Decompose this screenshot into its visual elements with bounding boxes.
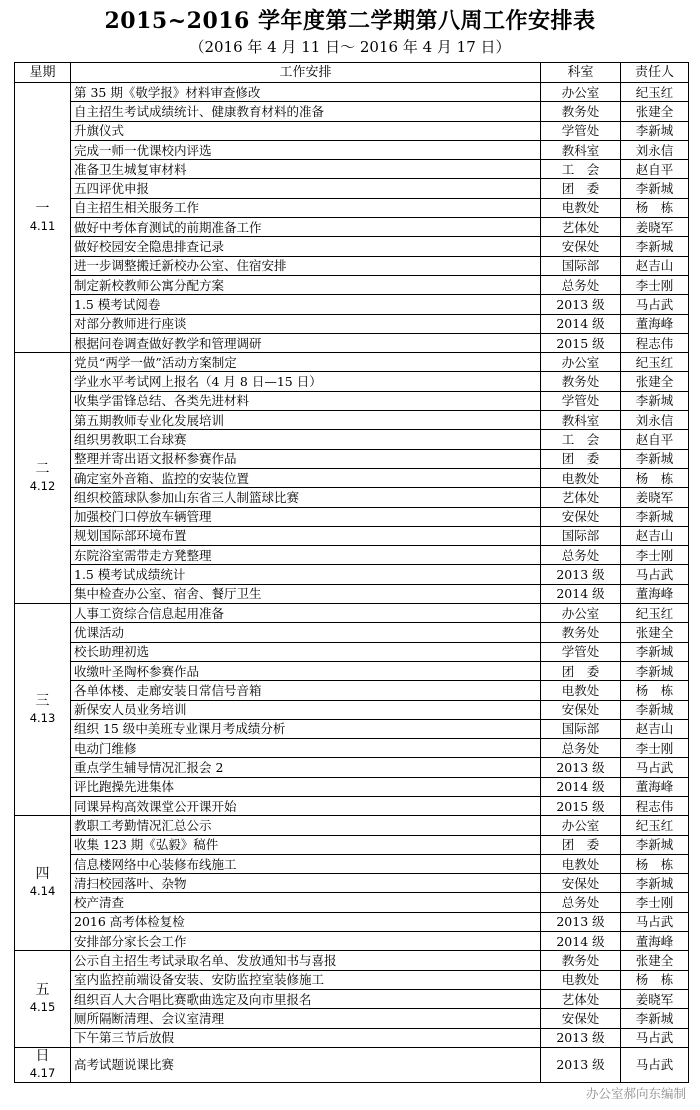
dept-cell: 2013 级 <box>541 1047 621 1082</box>
day-cell <box>15 353 71 604</box>
table-row <box>15 391 689 410</box>
task-cell: 对部分教师进行座谈 <box>71 314 541 333</box>
task-cell: 2016 高考体检复检 <box>71 912 541 931</box>
person-cell: 杨 栋 <box>621 970 689 989</box>
task-cell: 1.5 模考试成绩统计 <box>71 565 541 584</box>
dept-cell: 学管处 <box>541 121 621 140</box>
table-row <box>15 874 689 893</box>
table-row <box>15 989 689 1008</box>
task-cell: 同课异构高效课堂公开课开始 <box>71 796 541 815</box>
task-cell: 第五期教师专业化发展培训 <box>71 411 541 430</box>
day-name: 四 <box>35 866 50 883</box>
task-cell: 自主招生考试成绩统计、健康教育材料的准备 <box>71 102 541 121</box>
table-row <box>15 275 689 294</box>
person-cell: 纪玉红 <box>621 83 689 102</box>
dept-cell: 团 委 <box>541 449 621 468</box>
dept-cell: 总务处 <box>541 546 621 565</box>
dept-cell: 电教处 <box>541 198 621 217</box>
task-cell: 进一步调整搬迁新校办公室、住宿安排 <box>71 256 541 275</box>
task-cell: 校产清查 <box>71 893 541 912</box>
task-cell: 重点学生辅导情况汇报会 2 <box>71 758 541 777</box>
person-cell: 刘永信 <box>621 411 689 430</box>
dept-cell: 办公室 <box>541 604 621 623</box>
task-cell: 组织百人大合唱比赛歌曲选定及向市里报名 <box>71 989 541 1008</box>
task-cell: 做好校园安全隐患排查记录 <box>71 237 541 256</box>
dept-cell: 团 委 <box>541 661 621 680</box>
table-row <box>15 372 689 391</box>
person-cell: 杨 栋 <box>621 681 689 700</box>
task-cell: 信息楼网络中心装修布线施工 <box>71 854 541 873</box>
person-cell: 李士刚 <box>621 275 689 294</box>
task-cell: 组织 15 级中美班专业课月考成绩分析 <box>71 719 541 738</box>
person-cell: 赵吉山 <box>621 719 689 738</box>
task-cell: 优课活动 <box>71 623 541 642</box>
day-cell <box>15 951 71 1047</box>
table-row <box>15 546 689 565</box>
person-cell: 杨 栋 <box>621 854 689 873</box>
day-date: 4.15 <box>29 1000 56 1015</box>
task-cell: 室内监控前端设备安装、安防监控室装修施工 <box>71 970 541 989</box>
person-cell: 李新城 <box>621 642 689 661</box>
task-cell: 规划国际部环境布置 <box>71 526 541 545</box>
dept-cell: 国际部 <box>541 719 621 738</box>
dept-cell: 国际部 <box>541 256 621 275</box>
task-cell: 清扫校园落叶、杂物 <box>71 874 541 893</box>
table-row <box>15 661 689 680</box>
dept-cell: 总务处 <box>541 739 621 758</box>
table-row <box>15 642 689 661</box>
person-cell: 纪玉红 <box>621 604 689 623</box>
task-cell: 升旗仪式 <box>71 121 541 140</box>
table-row <box>15 295 689 314</box>
day-cell <box>15 83 71 353</box>
task-cell: 第 35 期《敬学报》材料审查修改 <box>71 83 541 102</box>
table-row <box>15 353 689 372</box>
person-cell: 李士刚 <box>621 546 689 565</box>
dept-cell: 艺体处 <box>541 989 621 1008</box>
day-cell <box>15 1047 71 1082</box>
table-row <box>15 854 689 873</box>
dept-cell: 2013 级 <box>541 565 621 584</box>
person-cell: 李新城 <box>621 835 689 854</box>
table-row <box>15 758 689 777</box>
person-cell: 李新城 <box>621 700 689 719</box>
dept-cell: 艺体处 <box>541 488 621 507</box>
task-cell: 电动门维修 <box>71 739 541 758</box>
person-cell: 马占武 <box>621 1047 689 1082</box>
dept-cell: 团 委 <box>541 835 621 854</box>
dept-cell: 教务处 <box>541 623 621 642</box>
table-row <box>15 198 689 217</box>
person-cell: 张建全 <box>621 372 689 391</box>
dept-cell: 安保处 <box>541 1009 621 1028</box>
person-cell: 姜晓军 <box>621 218 689 237</box>
person-cell: 董海峰 <box>621 584 689 603</box>
table-row <box>15 1009 689 1028</box>
schedule-body <box>15 83 689 1083</box>
person-cell: 马占武 <box>621 1028 689 1047</box>
task-cell: 整理并寄出语文报杯参赛作品 <box>71 449 541 468</box>
task-cell: 完成一师一优课校内评选 <box>71 140 541 159</box>
day-name: 三 <box>35 692 50 709</box>
header-task: 工作安排 <box>71 63 541 83</box>
header-dept: 科室 <box>541 63 621 83</box>
task-cell: 党员“两学一做”活动方案制定 <box>71 353 541 372</box>
table-row <box>15 526 689 545</box>
dept-cell: 电教处 <box>541 468 621 487</box>
day-cell <box>15 604 71 816</box>
task-cell: 组织男教职工台球赛 <box>71 430 541 449</box>
table-row <box>15 623 689 642</box>
person-cell: 李新城 <box>621 874 689 893</box>
task-cell: 根据问卷调查做好教学和管理调研 <box>71 333 541 352</box>
dept-cell: 工 会 <box>541 160 621 179</box>
task-cell: 校长助理初选 <box>71 642 541 661</box>
task-cell: 做好中考体育测试的前期准备工作 <box>71 218 541 237</box>
dept-cell: 电教处 <box>541 970 621 989</box>
task-cell: 学业水平考试网上报名（4 月 8 日—15 日） <box>71 372 541 391</box>
task-cell: 高考试题说课比赛 <box>71 1047 541 1082</box>
person-cell: 杨 栋 <box>621 198 689 217</box>
person-cell: 赵自平 <box>621 430 689 449</box>
task-cell: 安排部分家长会工作 <box>71 932 541 951</box>
dept-cell: 电教处 <box>541 854 621 873</box>
person-cell: 程志伟 <box>621 796 689 815</box>
table-row <box>15 816 689 835</box>
dept-cell: 教科室 <box>541 140 621 159</box>
day-name: 一 <box>35 200 50 217</box>
table-row <box>15 256 689 275</box>
task-cell: 公示自主招生考试录取名单、发放通知书与喜报 <box>71 951 541 970</box>
person-cell: 李士刚 <box>621 893 689 912</box>
dept-cell: 总务处 <box>541 893 621 912</box>
dept-cell: 学管处 <box>541 391 621 410</box>
task-cell: 自主招生相关服务工作 <box>71 198 541 217</box>
table-row <box>15 777 689 796</box>
day-date: 4.14 <box>29 884 56 899</box>
person-cell: 李士刚 <box>621 739 689 758</box>
person-cell: 马占武 <box>621 912 689 931</box>
person-cell: 马占武 <box>621 295 689 314</box>
table-row <box>15 430 689 449</box>
person-cell: 李新城 <box>621 449 689 468</box>
dept-cell: 工 会 <box>541 430 621 449</box>
header-day: 星期 <box>15 63 71 83</box>
person-cell: 李新城 <box>621 237 689 256</box>
dept-cell: 电教处 <box>541 681 621 700</box>
task-cell: 新保安人员业务培训 <box>71 700 541 719</box>
task-cell: 下午第三节后放假 <box>71 1028 541 1047</box>
table-row <box>15 468 689 487</box>
dept-cell: 教科室 <box>541 411 621 430</box>
header-row <box>15 63 689 83</box>
task-cell: 东院浴室需带走方凳整理 <box>71 546 541 565</box>
schedule-table <box>14 62 689 1083</box>
person-cell: 程志伟 <box>621 333 689 352</box>
task-cell: 教职工考勤情况汇总公示 <box>71 816 541 835</box>
person-cell: 赵吉山 <box>621 526 689 545</box>
dept-cell: 2015 级 <box>541 333 621 352</box>
dept-cell: 学管处 <box>541 642 621 661</box>
day-date: 4.11 <box>29 218 56 233</box>
dept-cell: 2013 级 <box>541 295 621 314</box>
dept-cell: 教务处 <box>541 372 621 391</box>
table-row <box>15 333 689 352</box>
table-row <box>15 584 689 603</box>
task-cell: 准备卫生城复审材料 <box>71 160 541 179</box>
dept-cell: 安保处 <box>541 700 621 719</box>
table-row <box>15 565 689 584</box>
person-cell: 李新城 <box>621 179 689 198</box>
dept-cell: 办公室 <box>541 353 621 372</box>
person-cell: 李新城 <box>621 121 689 140</box>
dept-cell: 办公室 <box>541 816 621 835</box>
table-row <box>15 912 689 931</box>
table-row <box>15 1047 689 1082</box>
task-cell: 确定室外音箱、监控的安装位置 <box>71 468 541 487</box>
table-row <box>15 835 689 854</box>
table-row <box>15 449 689 468</box>
person-cell: 马占武 <box>621 565 689 584</box>
task-cell: 收缴叶圣陶杯参赛作品 <box>71 661 541 680</box>
task-cell: 人事工资综合信息起用准备 <box>71 604 541 623</box>
person-cell: 李新城 <box>621 391 689 410</box>
table-row <box>15 121 689 140</box>
task-cell: 厕所隔断清理、会议室清理 <box>71 1009 541 1028</box>
page-title: 2015~2016 学年度第二学期第八周工作安排表 <box>104 8 596 34</box>
dept-cell: 团 委 <box>541 179 621 198</box>
header-person: 责任人 <box>621 63 689 83</box>
person-cell: 马占武 <box>621 758 689 777</box>
person-cell: 董海峰 <box>621 314 689 333</box>
dept-cell: 2013 级 <box>541 758 621 777</box>
task-cell: 各单体楼、走廊安装日常信号音箱 <box>71 681 541 700</box>
dept-cell: 2013 级 <box>541 1028 621 1047</box>
dept-cell: 国际部 <box>541 526 621 545</box>
person-cell: 李新城 <box>621 1009 689 1028</box>
table-row <box>15 1028 689 1047</box>
task-cell: 五四评优申报 <box>71 179 541 198</box>
dept-cell: 安保处 <box>541 874 621 893</box>
person-cell: 杨 栋 <box>621 468 689 487</box>
person-cell: 董海峰 <box>621 777 689 796</box>
table-row <box>15 970 689 989</box>
table-row <box>15 507 689 526</box>
person-cell: 纪玉红 <box>621 353 689 372</box>
day-date: 4.12 <box>29 479 56 494</box>
person-cell: 姜晓军 <box>621 488 689 507</box>
table-row <box>15 140 689 159</box>
table-row <box>15 700 689 719</box>
task-cell: 收集 123 期《弘毅》稿件 <box>71 835 541 854</box>
day-date: 4.13 <box>29 710 56 725</box>
person-cell: 纪玉红 <box>621 816 689 835</box>
table-row <box>15 102 689 121</box>
person-cell: 董海峰 <box>621 932 689 951</box>
person-cell: 张建全 <box>621 951 689 970</box>
dept-cell: 2013 级 <box>541 912 621 931</box>
person-cell: 李新城 <box>621 661 689 680</box>
dept-cell: 安保处 <box>541 237 621 256</box>
day-name: 五 <box>35 982 50 999</box>
person-cell: 赵自平 <box>621 160 689 179</box>
page-subtitle: （2016 年 4 月 11 日～ 2016 年 4 月 17 日） <box>189 38 511 56</box>
dept-cell: 2014 级 <box>541 314 621 333</box>
dept-cell: 2014 级 <box>541 932 621 951</box>
dept-cell: 教务处 <box>541 951 621 970</box>
day-name: 日 <box>35 1047 50 1064</box>
day-date: 4.17 <box>29 1065 56 1080</box>
dept-cell: 教务处 <box>541 102 621 121</box>
task-cell: 评比跑操先进集体 <box>71 777 541 796</box>
dept-cell: 艺体处 <box>541 218 621 237</box>
table-row <box>15 739 689 758</box>
person-cell: 姜晓军 <box>621 989 689 1008</box>
table-row <box>15 951 689 970</box>
table-row <box>15 893 689 912</box>
table-row <box>15 237 689 256</box>
dept-cell: 2014 级 <box>541 777 621 796</box>
dept-cell: 办公室 <box>541 83 621 102</box>
day-cell <box>15 816 71 951</box>
table-row <box>15 83 689 102</box>
table-row <box>15 314 689 333</box>
footer-credit: 办公室郝向东编制 <box>585 1086 686 1101</box>
person-cell: 赵吉山 <box>621 256 689 275</box>
table-row <box>15 681 689 700</box>
table-row <box>15 218 689 237</box>
task-cell: 1.5 模考试阅卷 <box>71 295 541 314</box>
dept-cell: 2014 级 <box>541 584 621 603</box>
task-cell: 集中检查办公室、宿舍、餐厅卫生 <box>71 584 541 603</box>
day-name: 二 <box>35 461 50 478</box>
dept-cell: 安保处 <box>541 507 621 526</box>
person-cell: 李新城 <box>621 507 689 526</box>
person-cell: 张建全 <box>621 102 689 121</box>
table-row <box>15 160 689 179</box>
task-cell: 加强校门口停放车辆管理 <box>71 507 541 526</box>
table-row <box>15 411 689 430</box>
person-cell: 刘永信 <box>621 140 689 159</box>
task-cell: 制定新校教师公寓分配方案 <box>71 275 541 294</box>
dept-cell: 2015 级 <box>541 796 621 815</box>
task-cell: 组织校篮球队参加山东省三人制篮球比赛 <box>71 488 541 507</box>
table-row <box>15 932 689 951</box>
table-row <box>15 179 689 198</box>
task-cell: 收集学雷锋总结、各类先进材料 <box>71 391 541 410</box>
table-row <box>15 488 689 507</box>
table-row <box>15 796 689 815</box>
person-cell: 张建全 <box>621 623 689 642</box>
table-row <box>15 604 689 623</box>
dept-cell: 总务处 <box>541 275 621 294</box>
table-row <box>15 719 689 738</box>
